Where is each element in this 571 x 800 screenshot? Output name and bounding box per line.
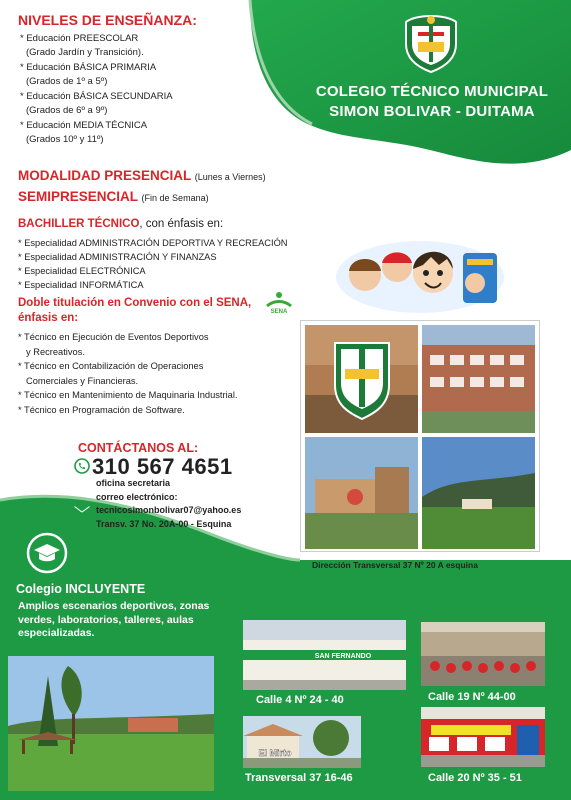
list-item: * Especialidad INFORMÁTICA [18, 280, 144, 290]
levels-list [20, 32, 220, 148]
list-item [20, 90, 220, 118]
school-photo-collage [300, 320, 540, 552]
contact-title: CONTÁCTANOS AL: [78, 441, 199, 455]
level-sub: (Grado Jardín y Transición). [26, 47, 144, 58]
tech-main: * Técnico en Contabilización de Operaciones [18, 361, 204, 371]
envelope-icon [74, 506, 90, 517]
sede-photo-el-mirto [243, 716, 361, 768]
sede-caption-4: Calle 20 Nº 35 - 51 [428, 772, 522, 784]
collage-caption: Dirección Transversal 37 Nº 20 A esquina [312, 560, 478, 570]
level-main: * Educación MEDIA TÉCNICA [20, 120, 148, 131]
address: Transv. 37 No. 20A-00 - Esquina [96, 519, 232, 529]
inclusive-description: Amplios escenarios deportivos, zonas verdes, laboratorios, talleres, aulas especializadas. [18, 600, 210, 639]
sede-sign-san-fernando: SAN FERNANDO [314, 653, 372, 660]
bachiller-title-strong: BACHILLER TÉCNICO [18, 218, 140, 230]
sede-caption-1: Calle 4 Nº 24 - 40 [256, 694, 344, 706]
list-item [18, 388, 308, 403]
modality-block [18, 166, 266, 208]
list-item [18, 359, 308, 388]
technicians-list [18, 330, 308, 417]
list-item [18, 403, 308, 418]
school-crest-icon [398, 8, 464, 74]
graduation-cap-icon [26, 532, 68, 574]
tech-main: * Técnico en Ejecución de Eventos Deportivos [18, 332, 209, 342]
campus-photo-building [422, 325, 535, 433]
list-item [20, 61, 220, 89]
modality-semi-note: (Fin de Semana) [141, 193, 209, 203]
tech-main: * Técnico en Mantenimiento de Maquinaria Industrial. [18, 390, 238, 400]
list-item: * Especialidad ADMINISTRACIÓN Y FINANZAS [18, 252, 217, 262]
sena-logo-text: SENA [270, 309, 288, 314]
campus-photo-crest [305, 325, 418, 433]
double-degree-line1: Doble titulación en Convenio con el SENA, [18, 297, 252, 309]
campus-photo-field [305, 437, 418, 549]
sede-caption-2: Calle 19 Nº 44-00 [428, 691, 516, 703]
modality-presencial: MODALIDAD PRESENCIAL [18, 168, 192, 183]
sede-caption-3: Transversal 37 16-46 [245, 772, 353, 784]
tech-sub: Comerciales y Financieras. [26, 375, 139, 386]
modality-presencial-note: (Lunes a Viernes) [194, 172, 266, 182]
sedes-title: Sedes [320, 572, 409, 605]
phone-number[interactable]: 310 567 4651 [92, 454, 233, 479]
levels-title: NIVELES DE ENSEÑANZA: [18, 12, 197, 28]
sede-sign-el-mirto: El Mirto [258, 748, 292, 758]
sede-photo-calle19 [421, 622, 545, 686]
double-degree-line2: énfasis en: [18, 312, 79, 324]
list-item [18, 330, 308, 359]
bachiller-title-rest: , con énfasis en: [139, 218, 224, 230]
level-sub: (Grados 10º y 11º) [26, 134, 104, 145]
list-item: * Especialidad ADMINISTRACIÓN DEPORTIVA Y RECREACIÓN [18, 238, 288, 248]
inclusive-title: Colegio INCLUYENTE [16, 582, 146, 596]
level-main: * Educación BÁSICA SECUNDARIA [20, 91, 173, 102]
sede-photo-calle20 [421, 707, 545, 767]
sede-photo-san-fernando [243, 620, 406, 690]
school-name [296, 82, 568, 122]
office-label: oficina secretaria [96, 478, 171, 488]
school-name-line2: SIMON BOLIVAR - DUITAMA [329, 103, 535, 120]
level-sub: (Grados de 1º a 5º) [26, 76, 108, 87]
level-main: * Educación BÁSICA PRIMARIA [20, 62, 157, 73]
tech-sub: y Recreativos. [26, 346, 85, 357]
list-item [20, 32, 220, 60]
modality-semi: SEMIPRESENCIAL [18, 189, 138, 204]
campus-photo-landscape [422, 437, 535, 549]
level-sub: (Grados de 6º a 9º) [26, 105, 108, 116]
sena-logo-icon [264, 290, 294, 314]
park-photo [8, 656, 214, 791]
level-main: * Educación PREESCOLAR [20, 33, 139, 44]
school-name-line1: COLEGIO TÉCNICO MUNICIPAL [315, 83, 549, 100]
whatsapp-icon [74, 458, 90, 474]
double-degree-title [18, 296, 278, 326]
email-address[interactable]: tecnicosimonbolivar07@yahoo.es [96, 505, 242, 515]
bachiller-title [18, 218, 223, 230]
email-label: correo electrónico: [96, 492, 178, 502]
list-item [20, 119, 220, 147]
specialties-list [18, 236, 338, 292]
list-item: * Especialidad ELECTRÓNICA [18, 266, 146, 276]
kids-illustration [335, 235, 505, 315]
tech-main: * Técnico en Programación de Software. [18, 404, 185, 415]
